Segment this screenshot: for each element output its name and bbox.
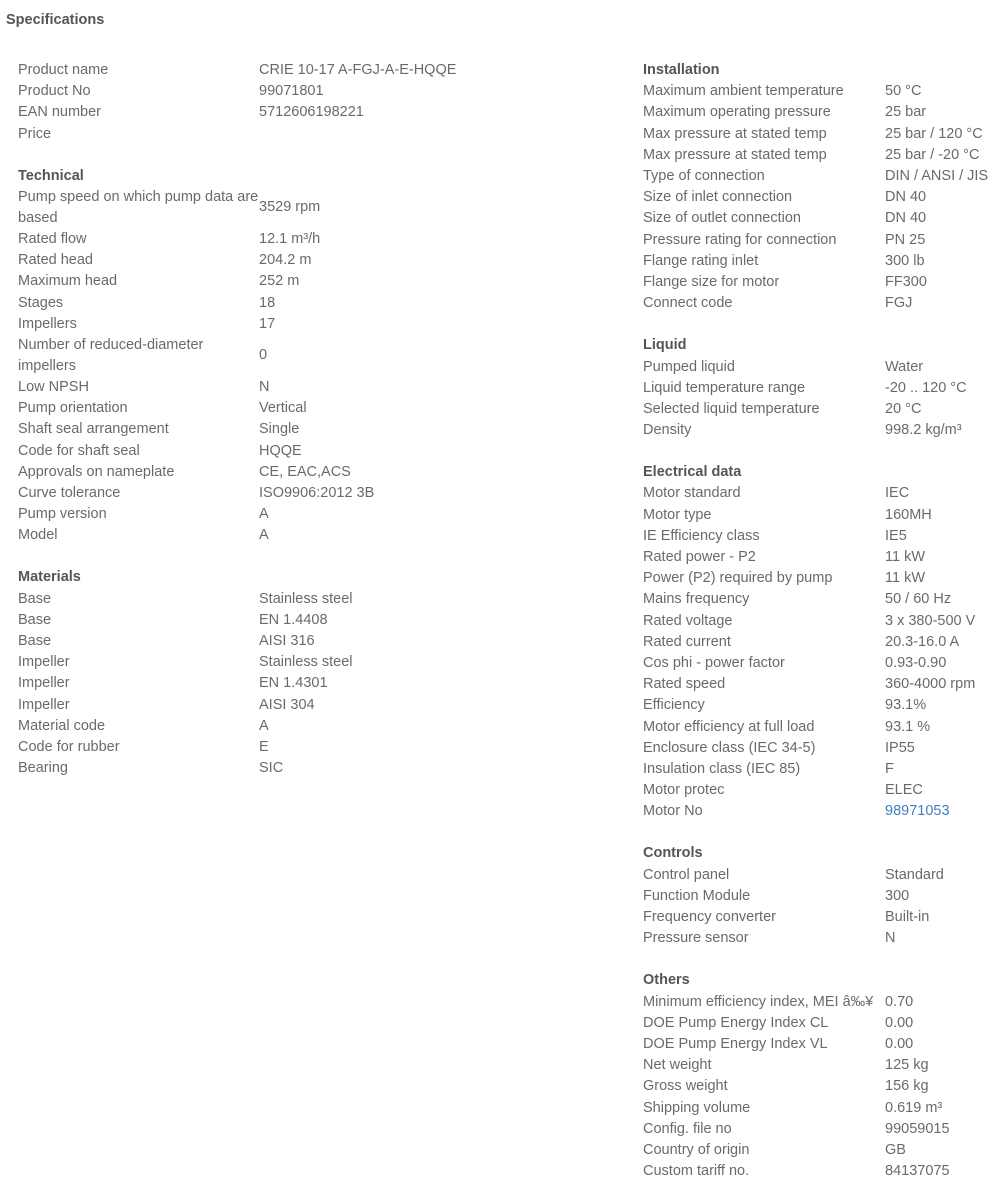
spec-value: ISO9906:2012 3B	[259, 484, 375, 501]
section-heading: Controls	[643, 845, 703, 862]
spec-row	[643, 992, 1003, 1013]
spec-value: Standard	[885, 866, 944, 883]
spec-label: Base	[18, 611, 52, 628]
spec-section-general	[18, 60, 618, 145]
spec-row	[643, 738, 1003, 759]
spec-label: Motor No	[643, 803, 703, 820]
spec-label: Mains frequency	[643, 591, 750, 608]
spec-value: SIC	[259, 760, 284, 777]
spec-row	[18, 250, 618, 271]
spec-row	[643, 653, 1003, 674]
spec-value: FGJ	[885, 295, 913, 312]
spec-row	[18, 271, 618, 292]
section-heading: Electrical data	[643, 464, 742, 481]
spec-label: Insulation class (IEC 85)	[643, 760, 801, 777]
spec-value: AISI 316	[259, 633, 315, 650]
spec-row	[18, 229, 618, 250]
spec-label: Rated current	[643, 633, 731, 650]
spec-row	[643, 547, 1003, 568]
section-heading: Others	[643, 972, 690, 989]
spec-value: 25 bar / 120 °C	[885, 125, 983, 142]
spec-value: Stainless steel	[259, 590, 353, 607]
spec-value: 3529 rpm	[259, 199, 321, 216]
spec-label: Impeller	[18, 654, 70, 671]
spec-value: ELEC	[885, 782, 923, 799]
spec-row	[643, 166, 1003, 187]
spec-label: Maximum operating pressure	[643, 104, 831, 121]
spec-row	[18, 589, 618, 610]
spec-row	[643, 81, 1003, 102]
spec-value: HQQE	[259, 442, 302, 459]
spec-row	[18, 60, 618, 81]
spec-row	[643, 526, 1003, 547]
spec-row	[643, 1034, 1003, 1055]
spec-row	[643, 420, 1003, 441]
spec-value: E	[259, 738, 269, 755]
spec-label: Motor protec	[643, 782, 725, 799]
spec-label: Rated speed	[643, 676, 726, 693]
spec-value: 360-4000 rpm	[885, 676, 976, 693]
spec-row	[643, 632, 1003, 653]
spec-row	[18, 737, 618, 758]
spec-value: EN 1.4408	[259, 611, 328, 628]
spec-value: 998.2 kg/m³	[885, 422, 962, 439]
spec-value: 93.1 %	[885, 718, 931, 735]
spec-row	[643, 674, 1003, 695]
spec-value: IEC	[885, 485, 910, 502]
page-title: Specifications	[6, 12, 105, 28]
spec-row	[643, 1055, 1003, 1076]
section-heading: Installation	[643, 62, 720, 78]
spec-label: Code for shaft seal	[18, 442, 140, 459]
specs-column-left	[18, 60, 618, 800]
section-heading: Materials	[18, 569, 81, 586]
spec-row	[18, 102, 618, 123]
spec-value: DN 40	[885, 210, 927, 227]
spec-value: A	[259, 506, 269, 523]
spec-value: 0.70	[885, 993, 914, 1010]
spec-row	[643, 399, 1003, 420]
spec-row	[643, 886, 1003, 907]
spec-value: 5712606198221	[259, 104, 364, 121]
spec-value: 25 bar	[885, 104, 927, 121]
spec-section-technical	[18, 166, 618, 547]
spec-value: F	[885, 760, 894, 777]
spec-label: Impeller	[18, 675, 70, 692]
spec-value: 20 °C	[885, 400, 922, 417]
spec-label: Maximum head	[18, 273, 118, 290]
spec-label: Base	[18, 633, 52, 650]
spec-value: 17	[259, 315, 276, 332]
spec-row	[643, 1119, 1003, 1140]
spec-row	[18, 504, 618, 525]
spec-value: IE5	[885, 527, 907, 544]
spec-value: 252 m	[259, 273, 300, 290]
spec-value: 18	[259, 294, 276, 311]
spec-row	[643, 1097, 1003, 1118]
spec-value: N	[259, 378, 270, 395]
spec-row	[643, 928, 1003, 949]
spec-value: DN 40	[885, 189, 927, 206]
spec-label: Pumped liquid	[643, 358, 735, 375]
spec-row	[18, 673, 618, 694]
spec-row	[643, 759, 1003, 780]
spec-value: 204.2 m	[259, 252, 312, 269]
section-heading: Technical	[18, 167, 84, 184]
spec-value: 93.1%	[885, 697, 927, 714]
spec-label: Flange size for motor	[643, 273, 780, 290]
spec-value: 50 / 60 Hz	[885, 591, 952, 608]
spec-label: Pump orientation	[18, 400, 128, 417]
spec-value: CE, EAC,ACS	[259, 463, 351, 480]
spec-row	[18, 716, 618, 737]
spec-label: Rated voltage	[643, 612, 733, 629]
spec-row	[643, 293, 1003, 314]
spec-row	[643, 102, 1003, 123]
spec-value: 125 kg	[885, 1057, 929, 1074]
spec-label: Gross weight	[643, 1078, 728, 1095]
spec-row	[643, 801, 1003, 822]
spec-label: Selected liquid temperature	[643, 400, 820, 417]
spec-row	[643, 505, 1003, 526]
spec-label: Cos phi - power factor	[643, 654, 785, 671]
spec-row	[18, 462, 618, 483]
spec-value: AISI 304	[259, 696, 315, 713]
spec-value: IP55	[885, 739, 915, 756]
spec-value: 300	[885, 887, 910, 904]
spec-label: Impellers	[18, 315, 77, 332]
spec-row	[18, 758, 618, 779]
spec-label: Maximum ambient temperature	[643, 83, 844, 100]
spec-value: 300 lb	[885, 252, 925, 269]
spec-label: Bearing	[18, 760, 68, 777]
spec-label: Product name	[18, 62, 109, 79]
spec-value: 20.3-16.0 A	[885, 633, 960, 650]
spec-row	[18, 610, 618, 631]
spec-label: Shipping volume	[643, 1099, 751, 1116]
spec-row	[18, 398, 618, 419]
spec-label: Enclosure class (IEC 34-5)	[643, 739, 816, 756]
spec-value: -20 .. 120 °C	[885, 379, 967, 396]
spec-label: Max pressure at stated temp	[643, 125, 827, 142]
spec-label: Frequency converter	[643, 909, 776, 926]
spec-label: Density	[643, 422, 692, 439]
spec-row	[18, 631, 618, 652]
spec-label: Efficiency	[643, 697, 705, 714]
spec-row	[643, 1161, 1003, 1182]
spec-row	[643, 378, 1003, 399]
spec-row	[643, 483, 1003, 504]
spec-value: 50 °C	[885, 83, 922, 100]
spec-value: 0.619 m³	[885, 1099, 943, 1116]
spec-row	[643, 230, 1003, 251]
spec-section-others	[643, 970, 1003, 1182]
spec-row	[643, 251, 1003, 272]
spec-label: Stages	[18, 294, 64, 311]
spec-row	[643, 356, 1003, 377]
spec-row	[643, 272, 1003, 293]
spec-row	[643, 124, 1003, 145]
spec-section-installation	[643, 60, 1003, 314]
spec-value: CRIE 10-17 A-FGJ-A-E-HQQE	[259, 62, 457, 79]
spec-row	[18, 652, 618, 673]
spec-value: 11 kW	[885, 570, 926, 587]
spec-value: GB	[885, 1141, 906, 1158]
spec-value: Built-in	[885, 909, 930, 926]
spec-value: N	[885, 930, 896, 947]
spec-value: 3 x 380-500 V	[885, 612, 976, 629]
spec-value: A	[259, 527, 269, 544]
spec-label: Connect code	[643, 295, 733, 312]
spec-row	[643, 568, 1003, 589]
spec-label: Rated head	[18, 252, 93, 269]
spec-label: Size of inlet connection	[643, 189, 793, 206]
spec-label: Pump speed on which pump data are based	[18, 188, 259, 226]
spec-value: A	[259, 717, 269, 734]
section-heading: Liquid	[643, 337, 687, 354]
spec-label: Price	[18, 125, 52, 142]
spec-value: PN 25	[885, 231, 926, 248]
spec-label: Rated flow	[18, 231, 87, 248]
spec-row	[643, 716, 1003, 737]
spec-row	[643, 208, 1003, 229]
spec-row	[643, 780, 1003, 801]
spec-label: Power (P2) required by pump	[643, 570, 833, 587]
spec-row	[18, 81, 618, 102]
spec-label: Control panel	[643, 866, 730, 883]
spec-row	[18, 483, 618, 504]
spec-label: Flange rating inlet	[643, 252, 759, 269]
spec-label: Pump version	[18, 506, 107, 523]
spec-label: Model	[18, 527, 58, 544]
spec-label: Liquid temperature range	[643, 379, 806, 396]
spec-label: Pressure rating for connection	[643, 231, 837, 248]
spec-row	[18, 419, 618, 440]
spec-row	[18, 314, 618, 335]
spec-label: Motor type	[643, 506, 712, 523]
spec-value: Vertical	[259, 400, 307, 417]
spec-label: Impeller	[18, 696, 70, 713]
spec-label: Product No	[18, 83, 91, 100]
spec-label: IE Efficiency class	[643, 527, 760, 544]
spec-row	[643, 589, 1003, 610]
spec-value: Stainless steel	[259, 654, 353, 671]
spec-value: 12.1 m³/h	[259, 231, 321, 248]
motor-no-link[interactable]: 98971053	[885, 803, 950, 820]
spec-label: Type of connection	[643, 168, 765, 185]
spec-row	[643, 907, 1003, 928]
spec-section-materials	[18, 567, 618, 779]
spec-label: Motor standard	[643, 485, 741, 502]
spec-value: EN 1.4301	[259, 675, 328, 692]
spec-section-controls	[643, 843, 1003, 949]
spec-label: Material code	[18, 717, 106, 734]
spec-row	[18, 440, 618, 461]
spec-value: 156 kg	[885, 1078, 929, 1095]
spec-row	[643, 1013, 1003, 1034]
spec-value: 0.00	[885, 1014, 914, 1031]
spec-row	[18, 293, 618, 314]
spec-label: Code for rubber	[18, 738, 120, 755]
spec-label: Custom tariff no.	[643, 1163, 750, 1180]
spec-value: 0	[259, 347, 268, 364]
spec-value: 25 bar / -20 °C	[885, 146, 980, 163]
spec-section-liquid	[643, 335, 1003, 441]
spec-value: 99071801	[259, 83, 324, 100]
spec-row	[18, 377, 618, 398]
spec-label: Config. file no	[643, 1120, 732, 1137]
spec-row	[643, 187, 1003, 208]
spec-row	[18, 335, 618, 377]
specs-column-right	[643, 60, 1003, 1203]
spec-label: Base	[18, 590, 52, 607]
spec-label: DOE Pump Energy Index CL	[643, 1014, 829, 1031]
spec-label: Function Module	[643, 887, 751, 904]
spec-value: DIN / ANSI / JIS	[885, 168, 989, 185]
spec-label: Country of origin	[643, 1141, 750, 1158]
spec-label: Net weight	[643, 1057, 712, 1074]
spec-value: 99059015	[885, 1120, 950, 1137]
spec-label: Motor efficiency at full load	[643, 718, 815, 735]
spec-row	[643, 145, 1003, 166]
spec-label: Shaft seal arrangement	[18, 421, 169, 438]
spec-row	[643, 611, 1003, 632]
spec-value: 11 kW	[885, 549, 926, 566]
spec-label: Approvals on nameplate	[18, 463, 175, 480]
spec-label: Number of reduced-diameter impellers	[18, 336, 204, 374]
spec-label: Size of outlet connection	[643, 210, 801, 227]
spec-value: 0.93-0.90	[885, 654, 947, 671]
spec-value: Single	[259, 421, 300, 438]
spec-row	[643, 1076, 1003, 1097]
spec-row	[18, 187, 618, 229]
spec-label: Low NPSH	[18, 378, 89, 395]
spec-label: EAN number	[18, 104, 102, 121]
spec-row	[643, 1140, 1003, 1161]
spec-label: DOE Pump Energy Index VL	[643, 1035, 828, 1052]
spec-value: Water	[885, 358, 924, 375]
spec-row	[643, 865, 1003, 886]
spec-row	[18, 695, 618, 716]
spec-value: FF300	[885, 273, 927, 290]
spec-section-electrical-data	[643, 462, 1003, 822]
spec-label: Rated power - P2	[643, 549, 756, 566]
spec-value: 84137075	[885, 1163, 950, 1180]
spec-label: Pressure sensor	[643, 930, 749, 947]
spec-label: Max pressure at stated temp	[643, 146, 827, 163]
spec-row	[18, 124, 618, 145]
spec-label: Minimum efficiency index, MEI â‰¥	[643, 993, 874, 1010]
spec-value: 160MH	[885, 506, 932, 523]
spec-row	[18, 525, 618, 546]
spec-value: 0.00	[885, 1035, 914, 1052]
spec-row	[643, 695, 1003, 716]
spec-label: Curve tolerance	[18, 484, 121, 501]
